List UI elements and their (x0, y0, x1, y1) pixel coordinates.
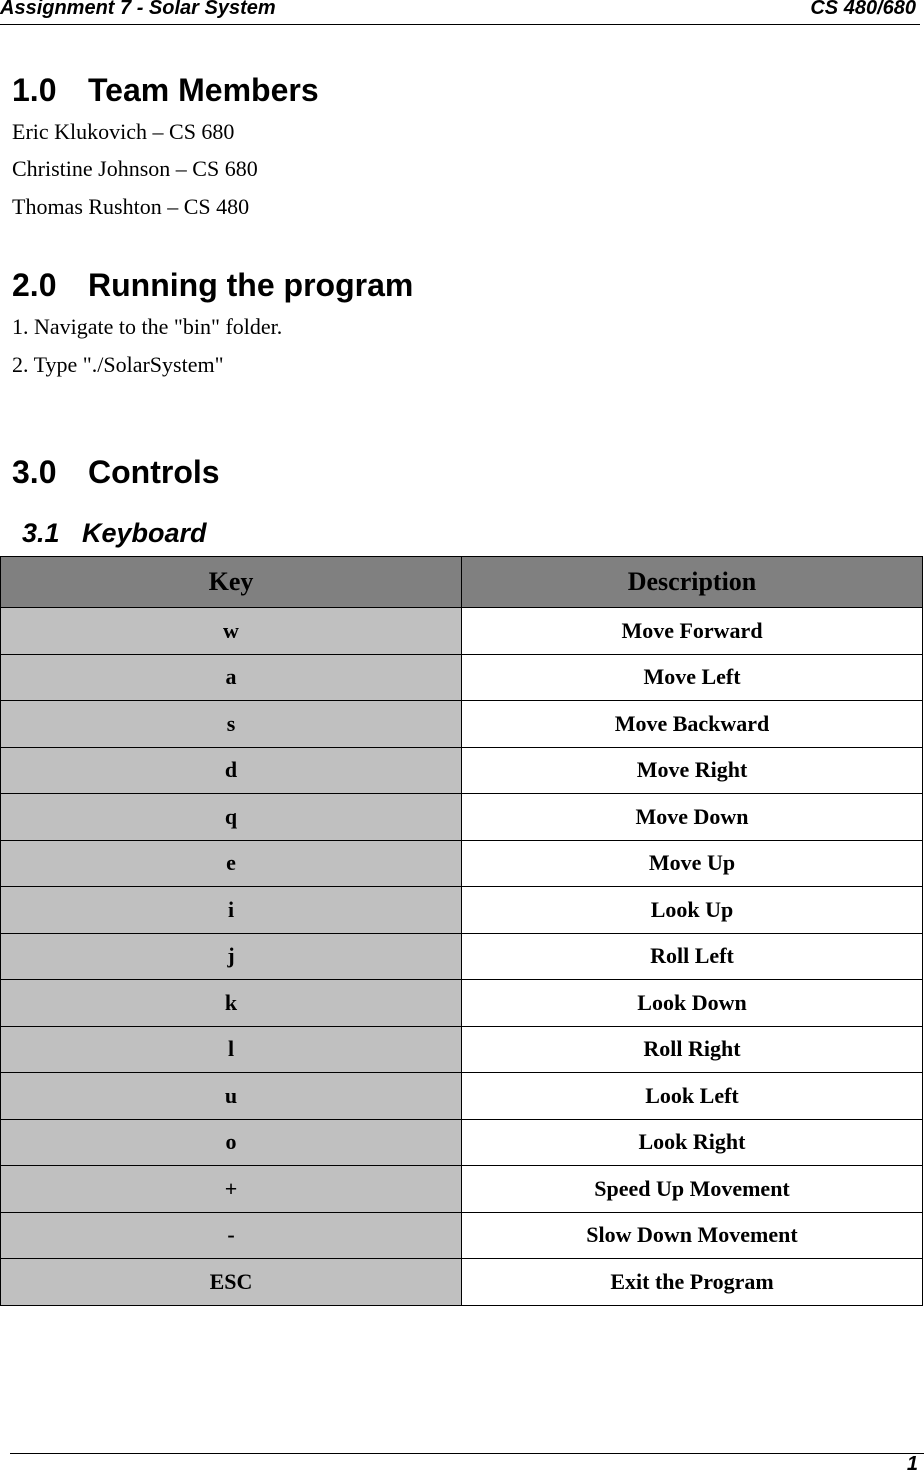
table-row (1, 654, 923, 701)
subsection-keyboard-number: 3.1 (22, 518, 60, 548)
keyboard-controls-table (0, 556, 923, 1306)
key-cell: q (1, 794, 462, 841)
table-row (1, 1212, 923, 1259)
key-cell: a (1, 654, 462, 701)
section-team-number: 1.0 (12, 72, 57, 108)
header-title: Assignment 7 - Solar System (0, 0, 276, 19)
table-row (1, 887, 923, 934)
key-cell: l (1, 1026, 462, 1073)
table-row (1, 1026, 923, 1073)
page-header (0, 0, 920, 25)
header-key: Key (1, 557, 462, 608)
table-row (1, 747, 923, 794)
section-team-title: Team Members (88, 72, 319, 108)
subsection-keyboard-title: Keyboard (82, 518, 207, 548)
description-cell: Move Forward (462, 608, 923, 655)
section-running-heading (12, 267, 413, 303)
key-cell: d (1, 747, 462, 794)
key-cell: o (1, 1119, 462, 1166)
description-cell: Look Up (462, 887, 923, 934)
key-cell: s (1, 701, 462, 748)
table-row (1, 1166, 923, 1213)
team-member-3: Thomas Rushton – CS 480 (12, 194, 250, 219)
section-running-title: Running the program (88, 267, 414, 303)
footer-divider (10, 1453, 924, 1454)
description-cell: Move Backward (462, 701, 923, 748)
section-controls-number: 3.0 (12, 454, 57, 490)
description-cell: Exit the Program (462, 1259, 923, 1306)
description-cell: Roll Right (462, 1026, 923, 1073)
table-row (1, 1119, 923, 1166)
description-cell: Look Down (462, 980, 923, 1027)
table-row (1, 794, 923, 841)
table-row (1, 840, 923, 887)
description-cell: Roll Left (462, 933, 923, 980)
table-row (1, 608, 923, 655)
subsection-keyboard-heading (22, 518, 207, 548)
description-cell: Move Left (462, 654, 923, 701)
header-course: CS 480/680 (810, 0, 916, 19)
section-controls-heading (12, 454, 220, 490)
description-cell: Move Right (462, 747, 923, 794)
description-cell: Move Down (462, 794, 923, 841)
key-cell: e (1, 840, 462, 887)
running-step-2: 2. Type "./SolarSystem" (12, 352, 224, 377)
table-row (1, 933, 923, 980)
page-number: 1 (906, 1453, 918, 1475)
running-step-1: 1. Navigate to the "bin" folder. (12, 314, 283, 339)
table-row (1, 701, 923, 748)
key-cell: k (1, 980, 462, 1027)
key-cell: w (1, 608, 462, 655)
table-row (1, 980, 923, 1027)
key-cell: - (1, 1212, 462, 1259)
table-row (1, 1073, 923, 1120)
table-header-row (1, 557, 923, 608)
description-cell: Look Right (462, 1119, 923, 1166)
section-running-number: 2.0 (12, 267, 57, 303)
section-controls-title: Controls (88, 454, 220, 490)
key-cell: u (1, 1073, 462, 1120)
header-description: Description (462, 557, 923, 608)
section-team-heading (12, 72, 319, 108)
table-row (1, 1259, 923, 1306)
key-cell: ESC (1, 1259, 462, 1306)
key-cell: j (1, 933, 462, 980)
team-member-1: Eric Klukovich – CS 680 (12, 119, 235, 144)
key-cell: i (1, 887, 462, 934)
description-cell: Look Left (462, 1073, 923, 1120)
key-cell: + (1, 1166, 462, 1213)
description-cell: Slow Down Movement (462, 1212, 923, 1259)
description-cell: Move Up (462, 840, 923, 887)
description-cell: Speed Up Movement (462, 1166, 923, 1213)
team-member-2: Christine Johnson – CS 680 (12, 156, 258, 181)
